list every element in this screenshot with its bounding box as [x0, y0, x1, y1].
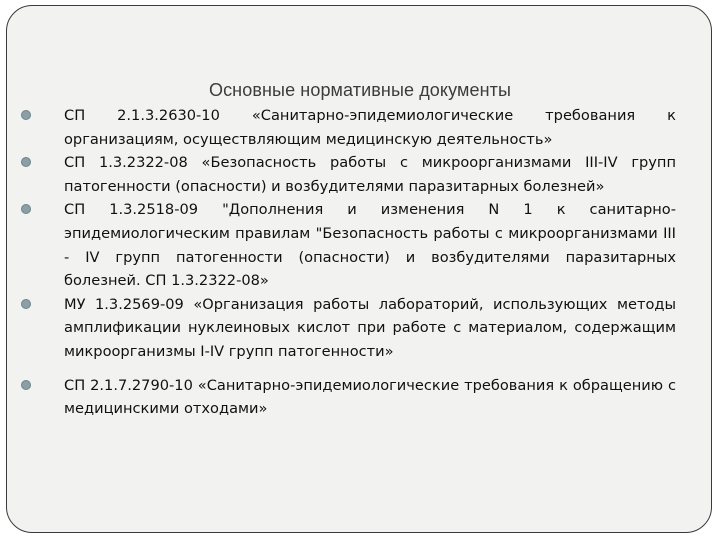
- list-item: [18, 374, 676, 421]
- list-item: [18, 104, 676, 151]
- list-item-text: СП 2.1.7.2790-10 «Санитарно-эпидемиологические требования к обращению с медицинскими отходами»: [64, 376, 676, 418]
- list-item-text: СП 1.3.2518-09 "Дополнения и изменения N 1 к санитарно-эпидемиологическим правилам "Безопасность работы с микроорганизмами III - IV групп патогенности (опасности) и возбудителями паразитарных болезней. СП 1.3.2322-08»: [64, 201, 676, 290]
- bullet-icon: [21, 299, 31, 309]
- documents-list: [18, 104, 676, 421]
- list-item-text: СП 2.1.3.2630-10 «Санитарно-эпидемиологические требования к организациям, осуществляющим медицинскую деятельность»: [64, 107, 676, 148]
- list-item: [18, 198, 676, 292]
- list-item-text: МУ 1.3.2569-09 «Организация работы лабораторий, использующих методы амплификации нуклеиновых кислот при работе с материалом, содержащим микроорганизмы I-IV групп патогенности»: [64, 295, 676, 360]
- list-item-text: СП 1.3.2322-08 «Безопасность работы с микроорганизмами III-IV групп патогенности (опасности) и возбудителями паразитарных болезней»: [64, 154, 676, 195]
- slide-title: Основные нормативные документы: [208, 80, 511, 100]
- list-item: [18, 151, 676, 198]
- list-item: [18, 293, 676, 364]
- bullet-icon: [21, 380, 31, 390]
- bullet-icon: [21, 157, 31, 167]
- bullet-icon: [21, 110, 31, 120]
- bullet-icon: [21, 204, 31, 214]
